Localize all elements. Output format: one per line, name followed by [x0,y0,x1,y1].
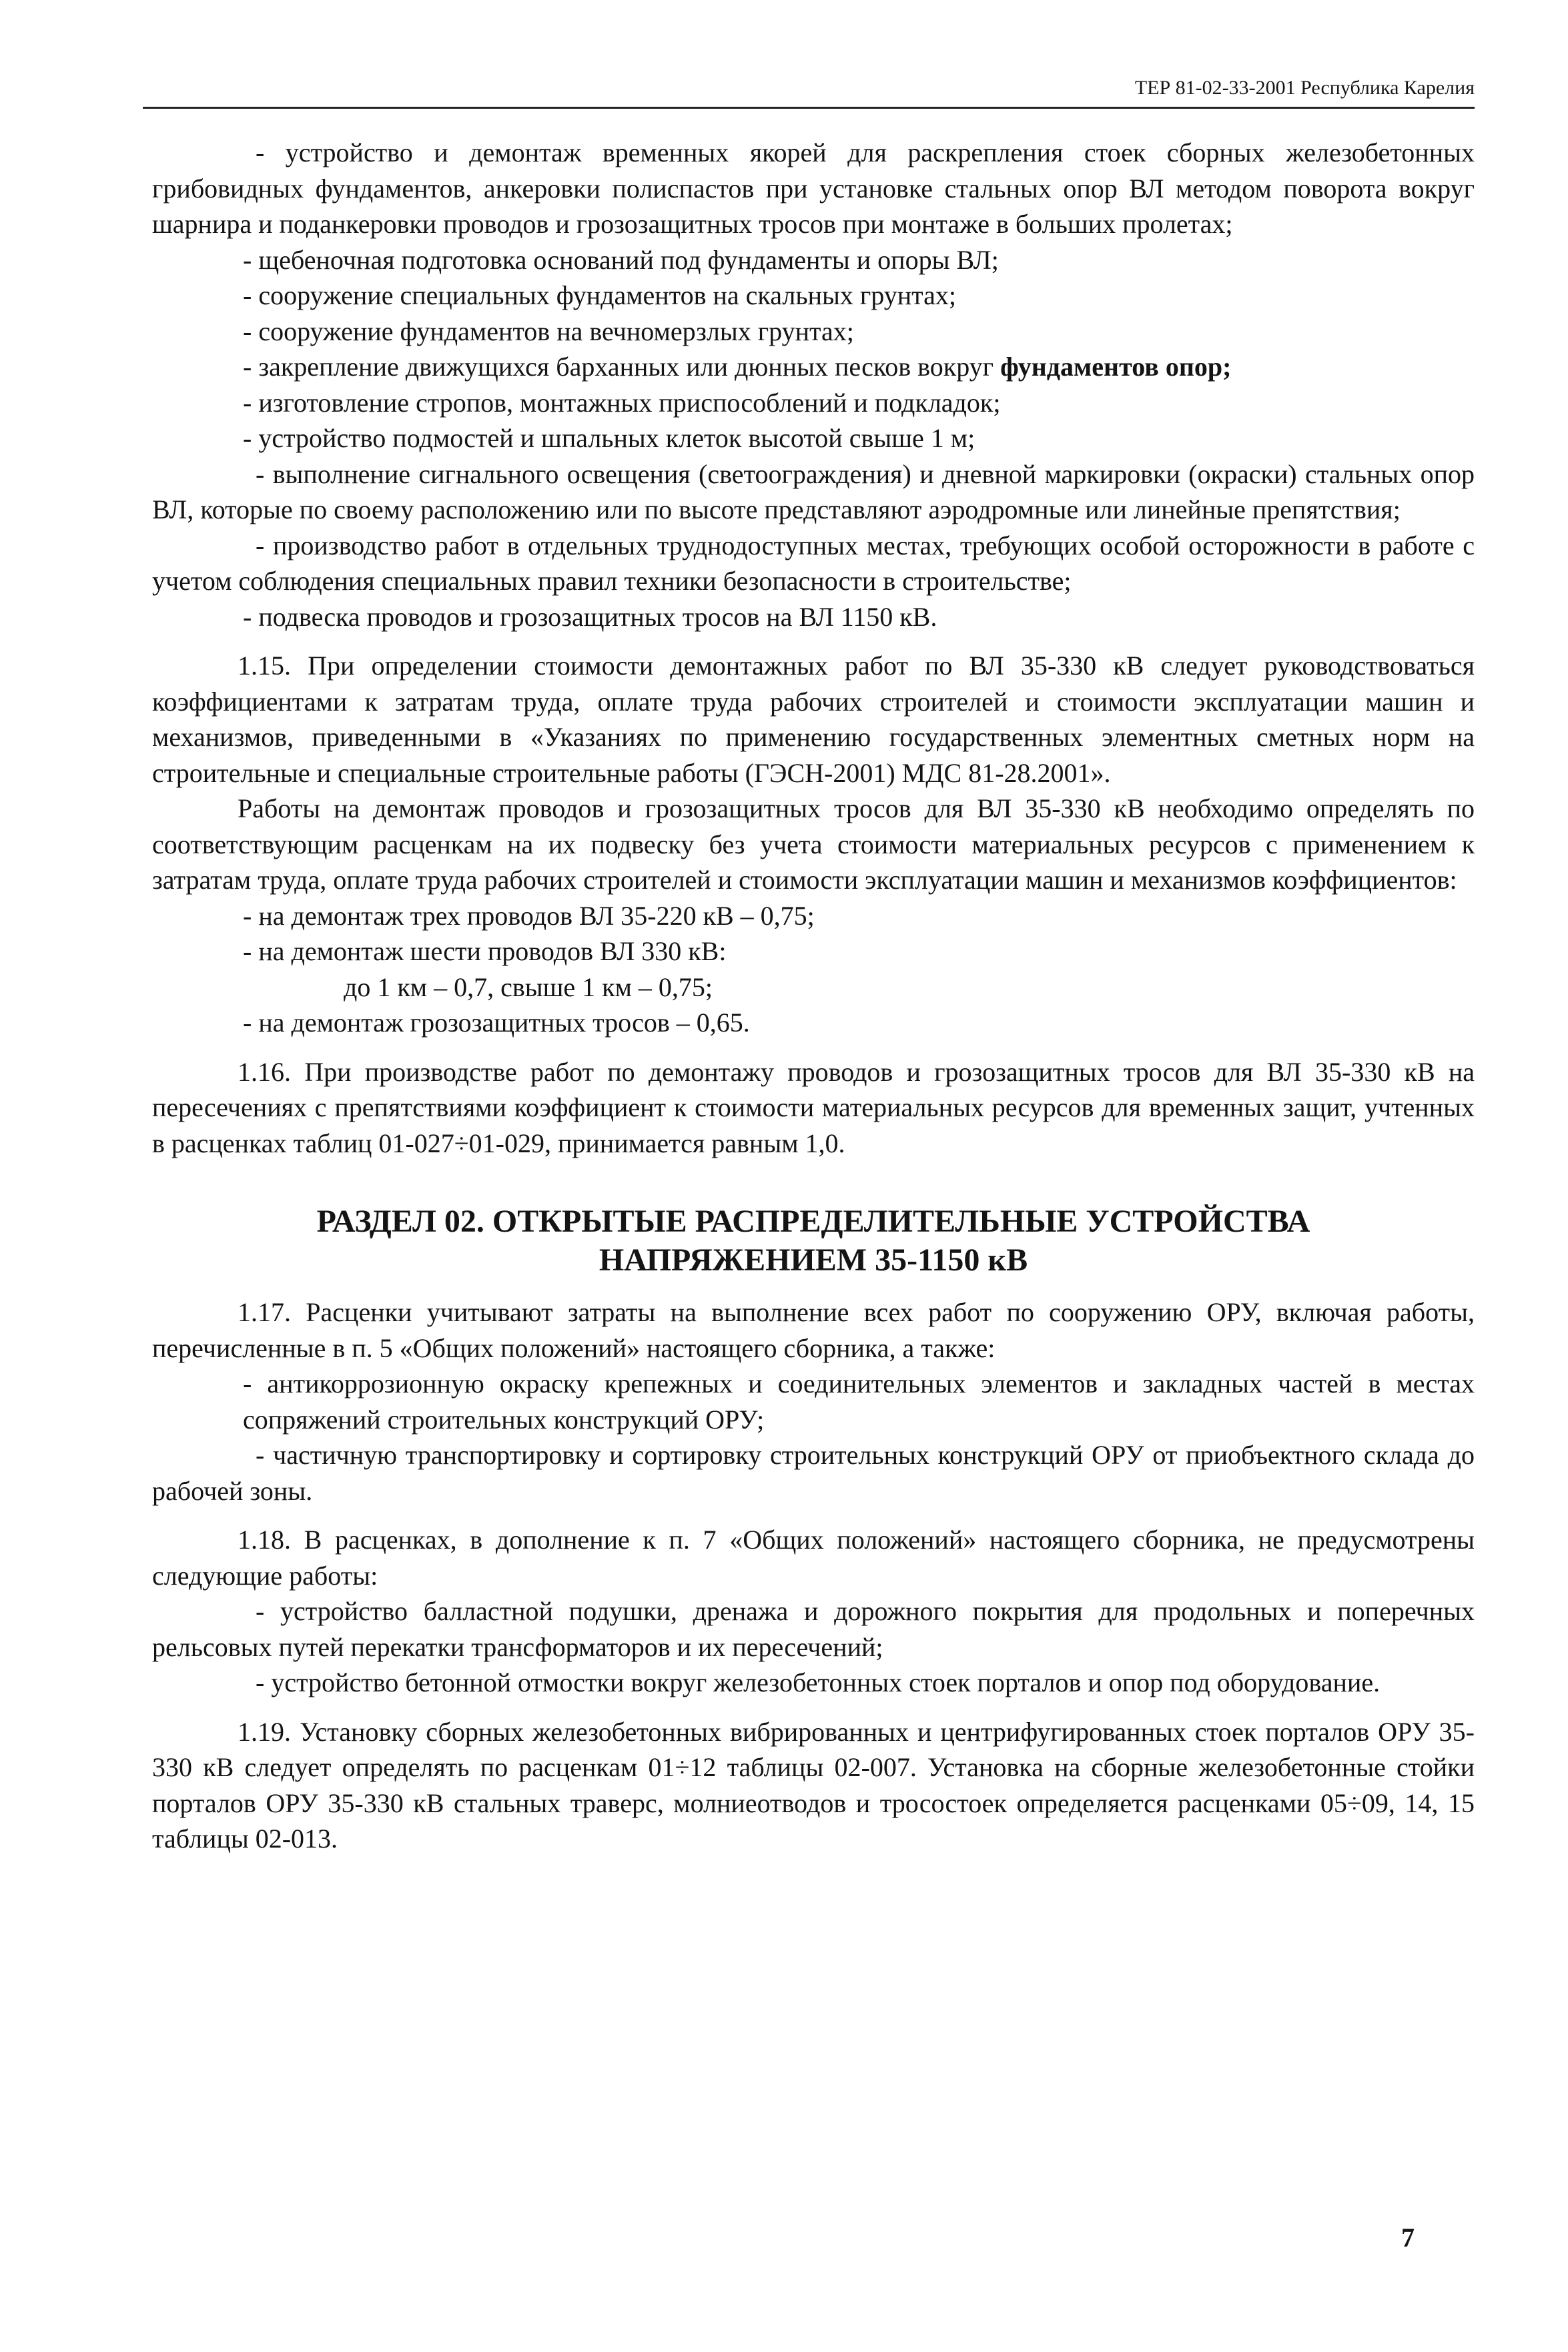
clause-1-15: 1.15. При определении стоимости демонтажных работ по ВЛ 35-330 кВ следует руководствоваться коэффициентами к затратам труда, оплате труда рабочих строителей и стоимости эксплуатации машин и механизмов, приведенными в «Указаниях по применению государственных элементных сметных норм на строительные и специальные строительные работы (ГЭСН-2001) МДС 81-28.2001». [152,651,1475,788]
section-title-line1: РАЗДЕЛ 02. ОТКРЫТЫЕ РАСПРЕДЕЛИТЕЛЬНЫЕ УСТРОЙСТВА [316,1204,1310,1239]
list-item-six-wires-coeffs: до 1 км – 0,7, свыше 1 км – 0,75; [344,971,713,1002]
list-item-ballast: - устройство балластной подушки, дренажа и дорожного покрытия для продольных и поперечных рельсовых путей перекатки трансформаторов и их пересечений; [152,1596,1475,1662]
section-title [152,1202,1475,1280]
list-item-concrete-blind-area: - устройство бетонной отмостки вокруг железобетонных стоек порталов и опор под оборудование. [256,1667,1381,1697]
list-item-three-wires: - на демонтаж трех проводов ВЛ 35-220 кВ – 0,75; [243,900,815,931]
list-item-sand-fixing [152,349,1475,385]
running-header: ТЕР 81-02-33-2001 Республика Карелия [1134,77,1475,99]
list-item-rock-foundations: - сооружение специальных фундаментов на скальных грунтах; [243,280,956,310]
list-item-ground-wires: - на демонтаж грозозащитных тросов – 0,65. [243,1008,750,1038]
list-item-six-wires: - на демонтаж шести проводов ВЛ 330 кВ: [243,936,727,966]
list-item-transport: - частичную транспортировку и сортировку строительных конструкций ОРУ от приобъектного склада до рабочей зоны. [152,1440,1475,1506]
list-item-anticorrosion: - антикоррозионную окраску крепежных и соединительных элементов и закладных частей в местах сопряжений строительных конструкций ОРУ; [243,1368,1475,1435]
list-item-gravel-base: - щебеночная подготовка оснований под фундаменты и опоры ВЛ; [243,244,999,275]
paragraph-signal-lighting: - выполнение сигнального освещения (светоограждения) и дневной маркировки (окраски) стальных опор ВЛ, которые по своему расположению или по высоте представляют аэродромные или линейные препятствия; [152,458,1475,524]
clause-1-19: 1.19. Установку сборных железобетонных вибрированных и центрифугированных стоек порталов ОРУ 35-330 кВ следует определять по расценкам 01÷12 таблицы 02-007. Установка на сборные железобетонные стойки порталов ОРУ 35-330 кВ стальных траверс, молниеотводов и тросостоек определяется расценками 05÷09, 14, 15 таблицы 02-013. [152,1716,1475,1854]
paragraph-anchors: - устройство и демонтаж временных якорей для раскрепления стоек сборных железобетонных грибовидных фундаментов, анкеровки полиспастов при установке стальных опор ВЛ методом поворота вокруг шарнира и поданкеровки проводов и грозозащитных тросов при монтаже в больших пролетах; [152,137,1475,239]
paragraph-dismantling: Работы на демонтаж проводов и грозозащитных тросов для ВЛ 35-330 кВ необходимо определять по соответствующим расценкам на их подвеску без учета стоимости материальных ресурсов с применением к затратам труда, оплате труда рабочих строителей и стоимости эксплуатации машин и механизмов коэффициентов: [152,793,1475,895]
page-number: 7 [1401,2223,1415,2253]
clause-1-17: 1.17. Расценки учитывают затраты на выполнение всех работ по сооружению ОРУ, включая работы, перечисленные в п. 5 «Общих положений» настоящего сборника, а также: [152,1297,1475,1363]
list-item-slings: - изготовление стропов, монтажных приспособлений и подкладок; [243,387,1001,418]
document-body [152,135,1475,1857]
list-item-1150kv: - подвеска проводов и грозозащитных тросов на ВЛ 1150 кВ. [243,601,937,632]
sand-fixing-bold-text: фундаментов опор; [1000,352,1232,382]
list-item-permafrost-foundations: - сооружение фундаментов на вечномерзлых грунтах; [243,316,854,346]
clause-1-18: 1.18. В расценках, в дополнение к п. 7 «Общих положений» настоящего сборника, не предусмотрены следующие работы: [152,1525,1475,1591]
section-title-line2: НАПРЯЖЕНИЕМ 35-1150 кВ [599,1242,1028,1278]
paragraph-hard-access: - производство работ в отдельных труднодоступных местах, требующих особой осторожности в работе с учетом соблюдения специальных правил техники безопасности в строительстве; [152,530,1475,596]
list-item-scaffolding: - устройство подмостей и шпальных клеток высотой свыше 1 м; [243,423,975,453]
clause-1-16: 1.16. При производстве работ по демонтажу проводов и грозозащитных тросов для ВЛ 35-330 кВ на пересечениях с препятствиями коэффициент к стоимости материальных ресурсов для временных защит, учтенных в расценках таблиц 01-027÷01-029, принимается равным 1,0. [152,1056,1475,1158]
sand-fixing-text: - закрепление движущихся барханных или дюнных песков вокруг [243,352,1001,382]
header-rule [143,107,1475,109]
